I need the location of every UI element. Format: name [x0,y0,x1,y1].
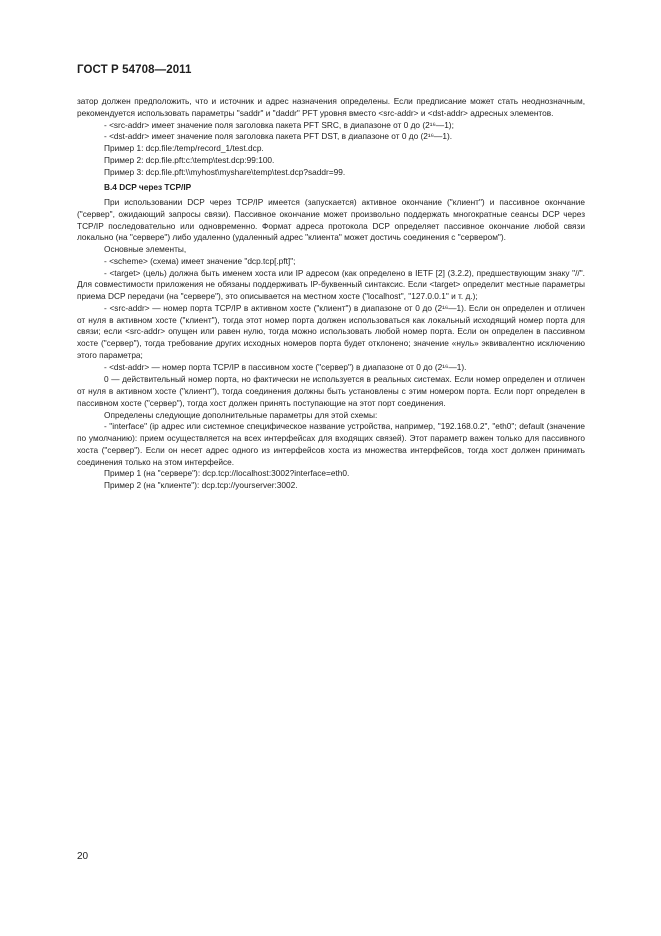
example-2: Пример 2: dcp.file.pft:c:\temp\test.dcp:99:100. [104,154,275,165]
page-number: 20 [77,851,89,862]
example-server: Пример 1 (на "сервере"): dcp.tcp://localhost:3002?interface=eth0. [104,468,350,479]
paragraph-continuation: затор должен предположить, что и источник и адрес назначения определены. Если предписание может стать неоднозначным, рекомендуется использовать параметры "saddr" и "daddr" PFT уровня вместо <src-addr> и <dst-addr> адресных элементов. [77,96,585,118]
example-1: Пример 1: dcp.file:/temp/record_1/test.dcp. [104,143,264,153]
list-item-target: - <target> (цель) должна быть именем хоста или IP адресом (как определено в IETF [2] (3.2.2), предшествующим знаку "//". Для совместимости приложения не обязаны поддерживать IP-буквенный синтаксис. Если <target> определит местные параметры приема DCP передачи (на "сервере"), это описывается на местном хосте ("localhost", "127.0.0.1" и т. д.); [77,267,585,301]
list-item-src-addr: - <src-addr> имеет значение поля заголовка пакета PFT SRC, в диапазоне от 0 до (2¹⁶—1); [104,119,454,130]
paragraph-port-zero: 0 — действительный номер порта, но фактически не используется в реальных системах. Если номер определен и отличен от нуля в активном хосте ("клиент"), тогда соединения должны быть установлены с этим номером порта. Если порт определен в пассивном хосте ("сервер"), тогда хост должен принять поступающие на этот порт соединения. [77,374,585,408]
document-body [77,96,585,492]
example-3: Пример 3: dcp.file.pft:\\myhost\myshare\temp\test.dcp?saddr=99. [104,166,346,177]
list-item-dst-addr-tcp: - <dst-addr> — номер порта TCP/IP в пассивном хосте ("сервер") в диапазоне от 0 до (2¹⁶—1). [104,361,467,372]
paragraph-extra-params: Определены следующие дополнительные параметры для этой схемы: [104,409,378,420]
list-item-scheme: - <scheme> (схема) имеет значение "dcp.tcp[.pft]"; [104,255,296,266]
list-item-dst-addr: - <dst-addr> имеет значение поля заголовка пакета PFT DST, в диапазоне от 0 до (2¹⁶—1). [104,131,453,142]
example-client: Пример 2 (на "клиенте"): dcp.tcp://yourserver:3002. [104,480,298,490]
section-heading: В.4 DCP через TCP/IP [104,182,192,193]
list-item-interface: - "interface" (ip адрес или системное специфическое название устройства, например, "192.168.0.2", "eth0"; default (значение по умолчанию): прием осуществляется на всех интерфейсах для входящих связей). Этот параметр важен только для пассивного хоста ("сервер"). Если он несет адрес одного из интерфейсов хоста из множества интерфейсов, тогда хост должен принимать соединения только на этом интерфейсе. [77,421,585,467]
document-header: ГОСТ Р 54708—2011 [77,64,192,76]
paragraph-main-elements: Основные элементы, [104,244,187,254]
list-item-src-addr-tcp: - <src-addr> — номер порта TCP/IP в активном хосте ("клиент") в диапазоне от 0 до (2¹⁶—1). Если он определен и отличен от нуля в активном хосте ("клиент"), тогда этот номер порта должен использоваться как локальный исходящий номер порта для связи; если <src-addr> опущен или равен нулю, тогда можно использовать любой номер порта. Если он определен в пассивном хосте ("сервер"), тогда требование других исходных номеров порта будет отклонено; значение «нуль» эквивалентно исключению этого параметра; [77,302,585,360]
paragraph-intro: При использовании DCP через TCP/IP имеется (запускается) активное окончание ("клиент") и пассивное окончание ("сервер", ожидающий запросы связи). Пассивное окончание может произвольно поддержать многократные сеансы DCP через TCP/IP последовательно или одновременно. Формат адреса протокола DCP определяет пассивное окончание любой связи локально (на "сервере") либо удаленно (удаленный адрес "клиента" может достичь соединения с "сервером"). [77,197,585,243]
